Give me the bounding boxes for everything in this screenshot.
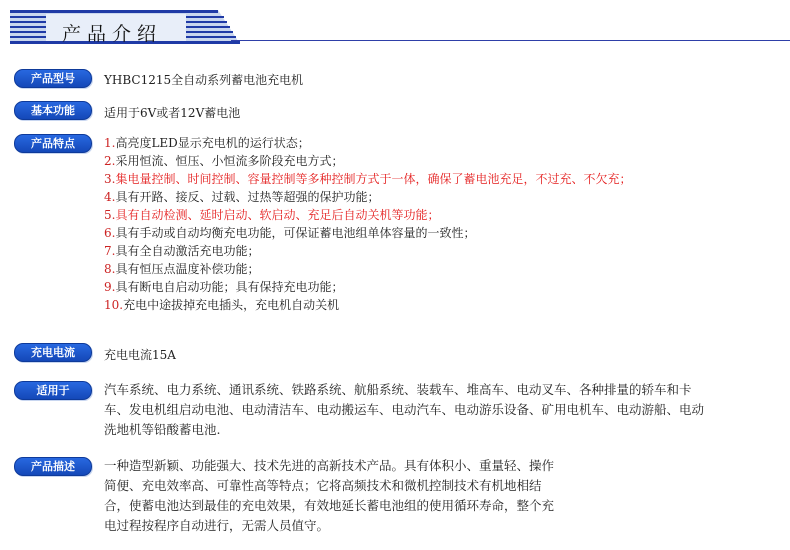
label-charge-current-badge: 充电电流 <box>14 343 92 362</box>
feature-item: 4.具有开路、接反、过载、过热等超强的保护功能； <box>104 190 380 204</box>
charge-current-value: 充电电流15A <box>104 348 176 362</box>
section-title: 产品介绍 <box>62 23 163 45</box>
feature-item: 9.具有断电自启动功能；具有保持充电功能； <box>104 280 344 294</box>
header-banner <box>10 8 240 46</box>
feature-item: 1.高亮度LED显示充电机的运行状态； <box>104 136 310 150</box>
label-description-badge: 产品描述 <box>14 457 92 476</box>
description-text: 一种造型新颖、功能强大、技术先进的高新技术产品。具有体积小、重量轻、操作简便、充电效率高、可靠性高等特点；它将高频技术和微机控制技术有机地相结合，使蓄电池达到最佳的充电效果，有效地延长蓄电池组的使用循环寿命，整个充电过程按程序自动进行，无需人员值守。 <box>104 458 555 533</box>
feature-list <box>104 134 704 314</box>
feature-item: 8.具有恒压点温度补偿功能； <box>104 262 260 276</box>
label-features-badge: 产品特点 <box>14 134 92 153</box>
feature-item: 5.具有自动检测、延时启动、软启动、充足后自动关机等功能； <box>104 208 440 222</box>
feature-item: 10.充电中途拔掉充电插头，充电机自动关机 <box>104 298 340 312</box>
label-model-badge: 产品型号 <box>14 69 92 88</box>
applicable-text: 汽车系统、电力系统、通讯系统、铁路系统、航船系统、装载车、堆高车、电动叉车、各种排量的轿车和卡车、发电机组启动电池、电动清洁车、电动搬运车、电动汽车、电动游乐设备、矿用电机车、电动游船、电动洗地机等铅酸蓄电池. <box>104 382 705 437</box>
feature-item: 3.集电量控制、时间控制、容量控制等多种控制方式于一体，确保了蓄电池充足，不过充、不欠充； <box>104 172 632 186</box>
feature-item: 2.采用恒流、恒压、小恒流多阶段充电方式； <box>104 154 344 168</box>
header-divider <box>231 40 790 41</box>
feature-item: 7.具有全自动激活充电功能； <box>104 244 260 258</box>
model-value: YHBC1215全自动系列蓄电池充电机 <box>104 73 304 87</box>
label-basic-function-badge: 基本功能 <box>14 101 92 120</box>
label-applicable-badge: 适用于 <box>14 381 92 400</box>
feature-item: 6.具有手动或自动均衡充电功能，可保证蓄电池组单体容量的一致性； <box>104 226 476 240</box>
basic-function-value: 适用于6V或者12V蓄电池 <box>104 106 241 120</box>
